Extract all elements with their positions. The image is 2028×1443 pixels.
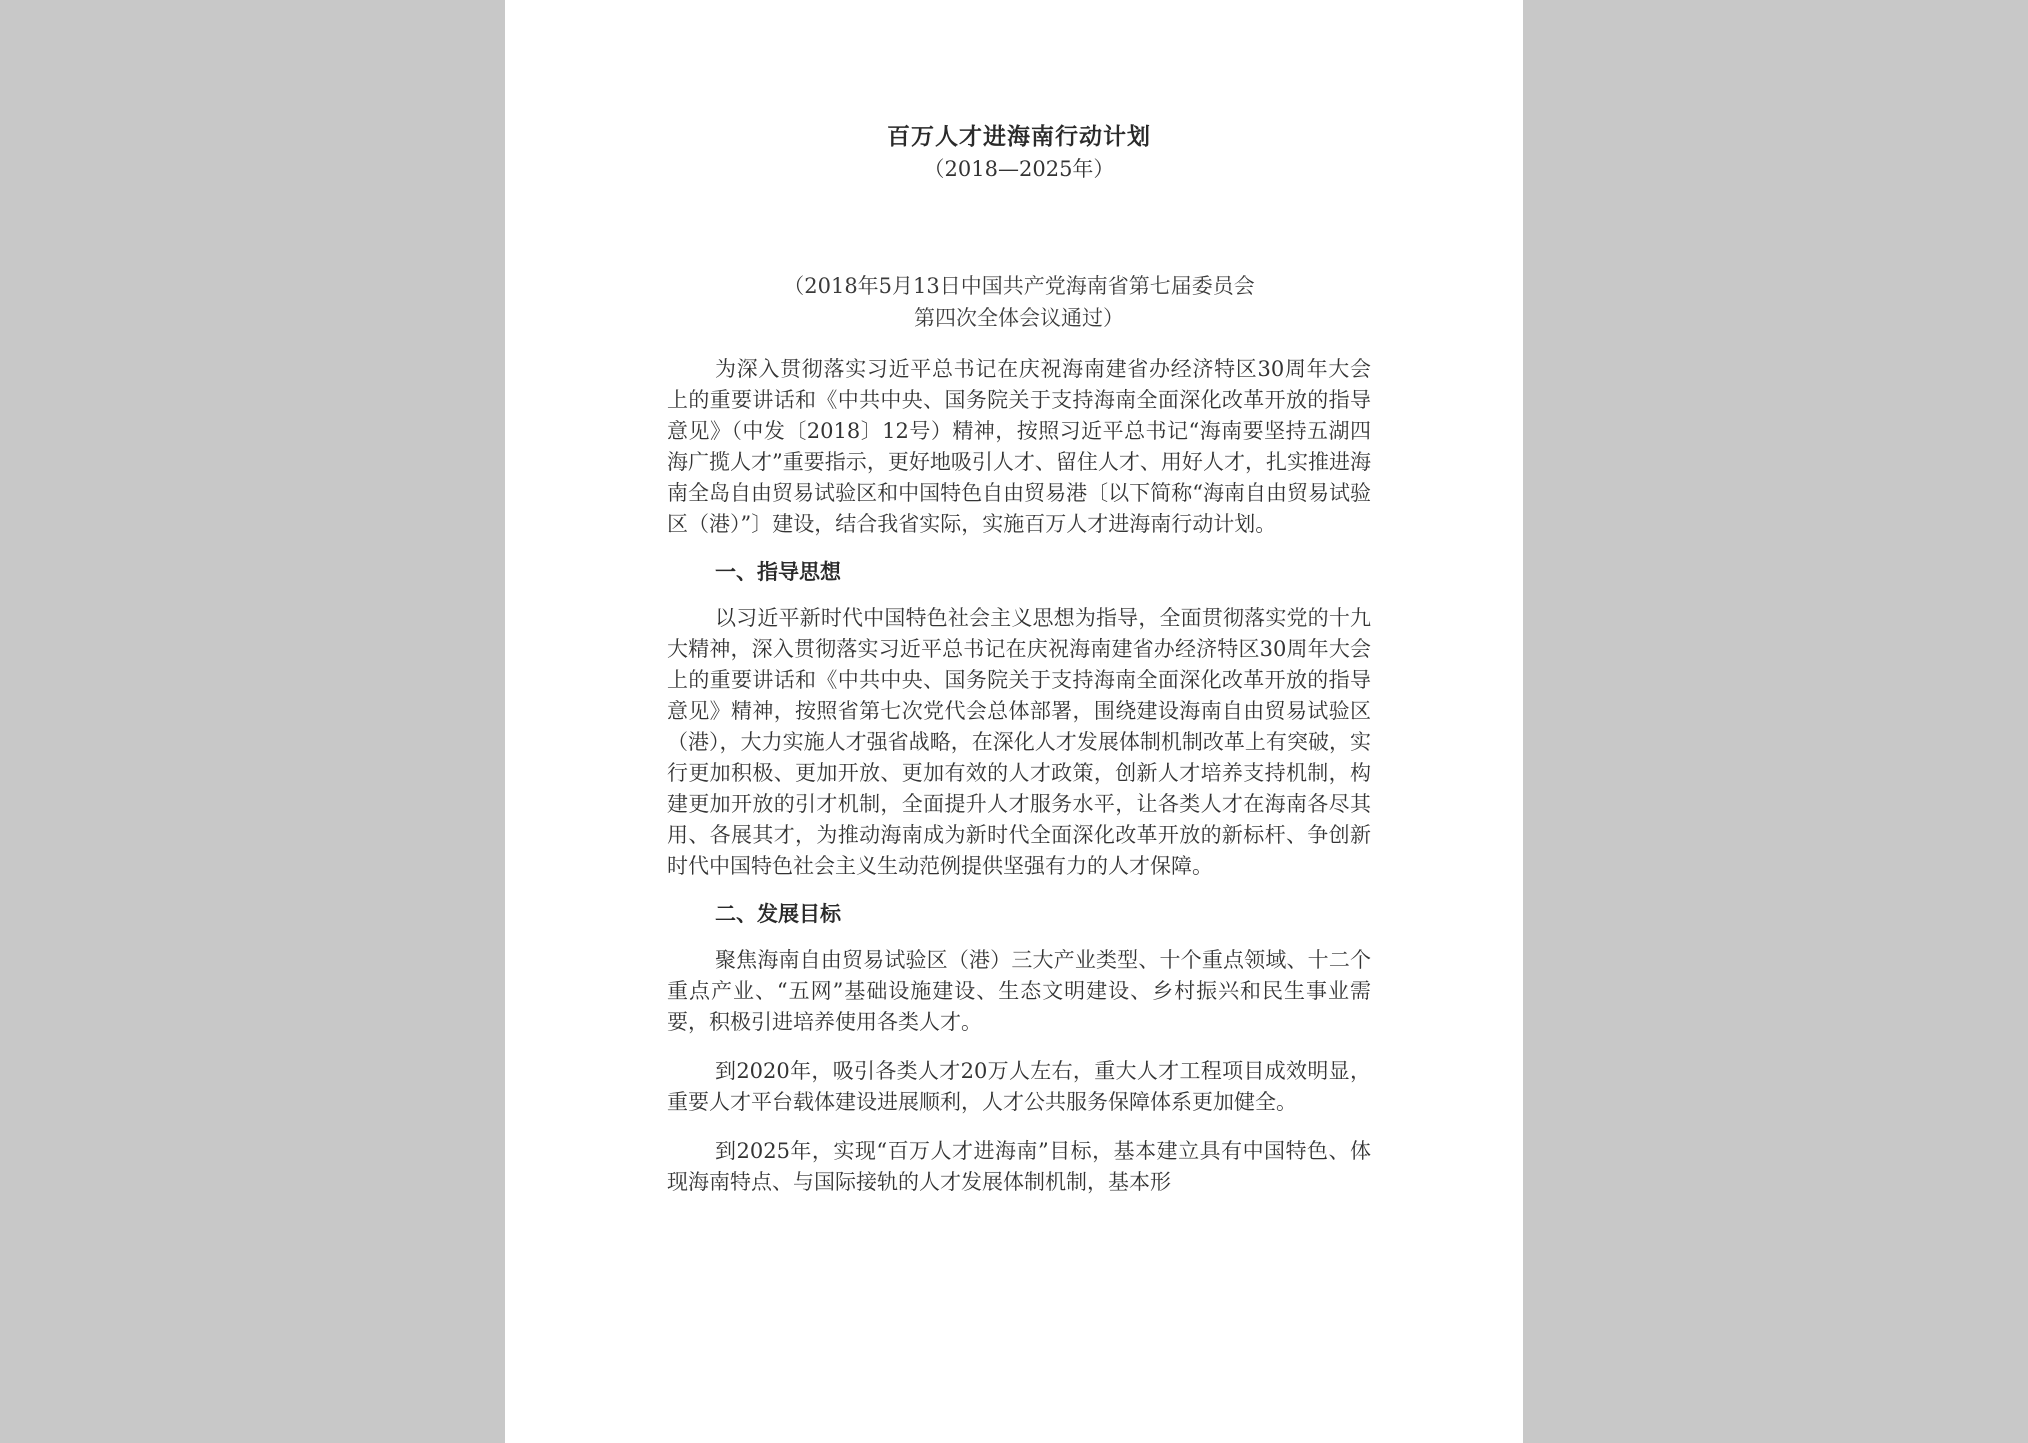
- section-heading-guiding-ideology: 一、指导思想: [715, 559, 841, 584]
- document-page: [505, 0, 1523, 1443]
- intro-paragraph: 为深入贯彻落实习近平总书记在庆祝海南建省办经济特区30周年大会上的重要讲话和《中共中央、国务院关于支持海南全面深化改革开放的指导意见》（中发〔2018〕12号）精神，按照习近平总书记“海南要坚持五湖四海广揽人才”重要指示，更好地吸引人才、留住人才、用好人才，扎实推进海南全岛自由贸易试验区和中国特色自由贸易港〔以下简称“海南自由贸易试验区（港）”〕建设，结合我省实际，实施百万人才进海南行动计划。: [667, 357, 1371, 536]
- adoption-note-line-2: 第四次全体会议通过）: [914, 306, 1124, 330]
- section-heading-development-goals: 二、发展目标: [715, 901, 841, 926]
- development-goals-paragraph-1: 聚焦海南自由贸易试验区（港）三大产业类型、十个重点领域、十二个重点产业、“五网”基础设施建设、生态文明建设、乡村振兴和民生事业需要，积极引进培养使用各类人才。: [667, 948, 1371, 1034]
- guiding-ideology-paragraph: 以习近平新时代中国特色社会主义思想为指导，全面贯彻落实党的十九大精神，深入贯彻落实习近平总书记在庆祝海南建省办经济特区30周年大会上的重要讲话和《中共中央、国务院关于支持海南全面深化改革开放的指导意见》精神，按照省第七次党代会总体部署，围绕建设海南自由贸易试验区（港），大力实施人才强省战略，在深化人才发展体制机制改革上有突破，实行更加积极、更加开放、更加有效的人才政策，创新人才培养支持机制，构建更加开放的引才机制，全面提升人才服务水平，让各类人才在海南各尽其用、各展其才，为推动海南成为新时代全面深化改革开放的新标杆、争创新时代中国特色社会主义生动范例提供坚强有力的人才保障。: [667, 606, 1371, 878]
- development-goals-paragraph-2: 到2020年，吸引各类人才20万人左右，重大人才工程项目成效明显，重要人才平台载体建设进展顺利，人才公共服务保障体系更加健全。: [667, 1059, 1371, 1114]
- document-title: 百万人才进海南行动计划: [887, 123, 1151, 150]
- development-goals-paragraph-3: 到2025年，实现“百万人才进海南”目标，基本建立具有中国特色、体现海南特点、与国际接轨的人才发展体制机制，基本形: [667, 1139, 1371, 1194]
- document-subtitle: （2018—2025年）: [923, 157, 1115, 181]
- adoption-note: [667, 270, 1371, 334]
- adoption-note-line-1: （2018年5月13日中国共产党海南省第七届委员会: [783, 274, 1255, 298]
- document-body: [667, 120, 1371, 1198]
